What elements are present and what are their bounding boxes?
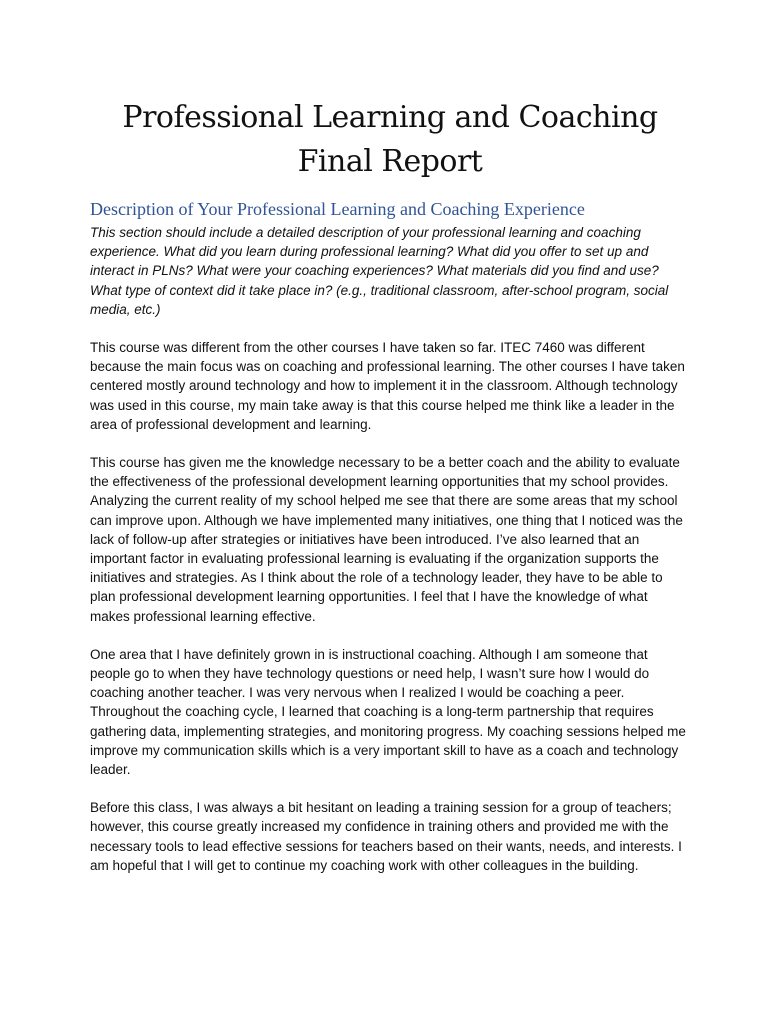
section-instructions: This section should include a detailed description of your professional learning and coaching experience. What did you learn during professional learning? What did you offer to set up and interact in PLNs? What were your coaching experiences? What materials did you find and use? What type of context did it take place in? (e.g., traditional classroom, after-school program, social media, etc.) (90, 225, 669, 317)
body-paragraph-1: This course was different from the other courses I have taken so far. ITEC 7460 was different because the main focus was on coaching and professional learning. The other courses I have taken centered mostly around technology and how to implement it in the classroom. Although technology was used in this course, my main take away is that this course helped me think like a leader in the area of professional development and learning. (90, 340, 685, 432)
body-paragraph-2: This course has given me the knowledge necessary to be a better coach and the ability to evaluate the effectiveness of the professional development learning opportunities that my school provides. Analyzing the current reality of my school helped me see that there are some areas that my school can improve upon. Although we have implemented many initiatives, one thing that I noticed was the lack of follow-up after strategies or initiatives have been introduced. I’ve also learned that an important factor in evaluating professional learning is evaluating if the organization supports the initiatives and strategies. As I think about the role of a technology leader, they have to be able to plan professional development learning opportunities. I feel that I have the knowledge of what makes professional learning effective. (90, 455, 683, 624)
body-paragraph-4: Before this class, I was always a bit hesitant on leading a training session for a group of teachers; however, this course greatly increased my confidence in training others and provided me with the necessary tools to lead effective sessions for teachers based on their wants, needs, and interests. I am hopeful that I will get to continue my coaching work with other colleagues in the building. (90, 800, 682, 873)
section-heading: Description of Your Professional Learning and Coaching Experience (90, 199, 585, 219)
title-line-1: Professional Learning and Coaching (122, 100, 658, 135)
document-title (90, 96, 690, 184)
title-line-2: Final Report (297, 144, 483, 179)
body-paragraph-3: One area that I have definitely grown in is instructional coaching. Although I am someone that people go to when they have technology questions or need help, I wasn’t sure how I would do coaching another teacher. I was very nervous when I realized I would be coaching a peer. Throughout the coaching cycle, I learned that coaching is a long-term partnership that requires gathering data, implementing strategies, and monitoring progress. My coaching sessions helped me improve my communication skills which is a very important skill to have as a coach and technology leader. (90, 646, 686, 778)
document-page (90, 96, 690, 894)
